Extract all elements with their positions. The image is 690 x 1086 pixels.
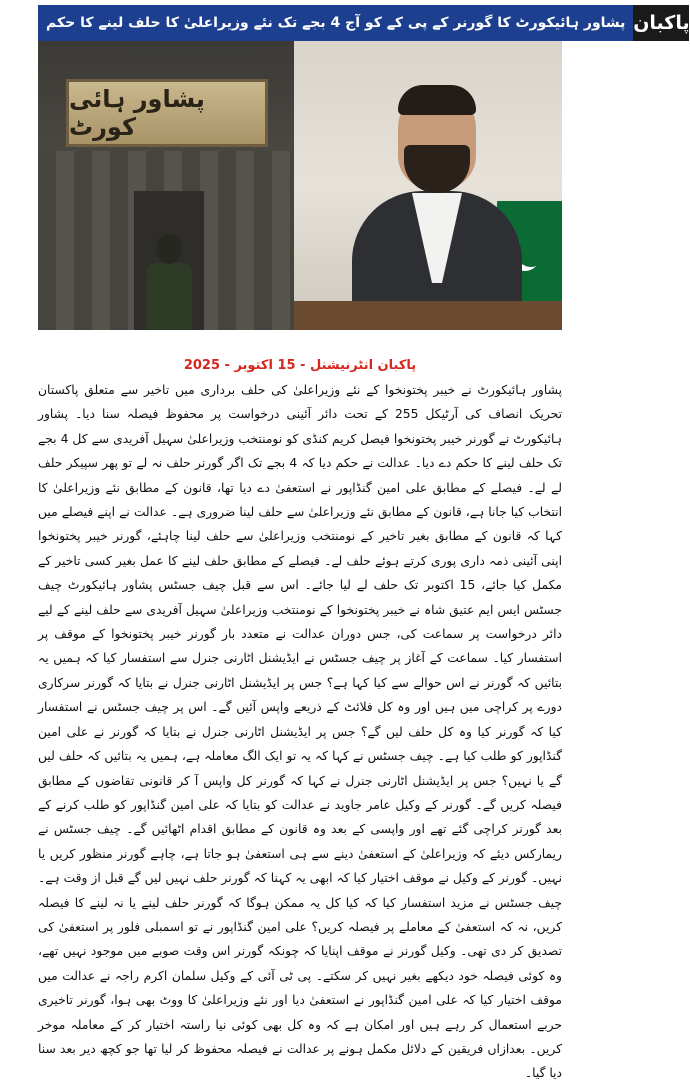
person-hair [398, 85, 476, 115]
headline: پشاور ہائیکورٹ کا گورنر کے پی کے کو آج 4 بجے تک نئے وزیراعلیٰ کا حلف لینے کا حکم [38, 5, 633, 41]
court-photo [38, 41, 294, 330]
dateline: پاکبان انٹرنیشنل - 15 اکتوبر - 2025 [183, 358, 417, 373]
guard-figure [146, 263, 192, 330]
person-beard [404, 145, 470, 193]
news-header [38, 5, 690, 41]
photo-strip [38, 41, 562, 330]
chief-minister-photo [294, 41, 562, 330]
guard-head [156, 234, 182, 264]
court-sign: پشاور ہائی کورٹ [66, 79, 268, 147]
article-body: پشاور ہائیکورٹ نے خیبر پختونخوا کے نئے وزیراعلیٰ کی حلف برداری میں تاخیر سے متعلق پاکستان تحریک انصاف کی آرٹیکل 255 کے تحت دائر آئینی درخواست پر محفوظ فیصلہ سنا دیا۔ پشاور ہائیکورٹ نے گورنر خیبر پختونخوا فیصل کریم کنڈی کو نومنتخب وزیراعلیٰ سہیل آفریدی سے کل 4 بجے تک حلف لینے کا حکم دے دیا۔ عدالت نے حکم دیا کہ 4 بجے تک اگر گورنر حلف نہ لے تو پھر سپیکر حلف لے لے۔ فیصلے کے مطابق علی امین گنڈاپور نے استعفیٰ دے دیا تھا، قانون کے مطابق نئے وزیراعلیٰ کا انتخاب کیا جانا ہے، قانون کے مطابق نئے وزیراعلیٰ سے حلف لینا ضروری ہے۔ عدالت نے اپنے فیصلے میں کہا کہ قانون کے مطابق بغیر تاخیر کے نومنتخب وزیراعلیٰ سے حلف لینا چاہئے، گورنر خیبر پختونخوا اپنی آئینی ذمہ داری پوری کرتے ہوئے حلف لے۔ فیصلے کے مطابق حلف لینے کا عمل بغیر کسی تاخیر کے مکمل کیا جائے، 15 اکتوبر تک حلف لے لیا جائے۔ اس سے قبل چیف جسٹس پشاور ہائیکورٹ چیف جسٹس ایس ایم عتیق شاہ نے خیبر پختونخوا کے نومنتخب وزیراعلیٰ سہیل آفریدی سے حلف لینے کے لیے دائر درخواست پر سماعت کی، جس دوران عدالت نے متعدد بار گورنر خیبر پختونخوا کے موقف پر استفسار کیا۔ سماعت کے آغاز پر چیف جسٹس نے ایڈیشنل اٹارنی جنرل سے استفسار کیا کہ ہمیں یہ بتائیں کہ گورنر نے اس حوالے سے کیا کہا ہے؟ جس پر ایڈیشنل اٹارنی جنرل نے بتایا کہ گورنر سرکاری دورے پر کراچی میں ہیں اور وہ کل فلائٹ کے ذریعے واپس آئیں گے۔ اس پر چیف جسٹس نے استفسار کیا کہ گورنر کیا وہ کل حلف لیں گے؟ جس پر ایڈیشنل اٹارنی جنرل نے بتایا کہ گورنر نے علی امین گنڈاپور کو طلب کیا ہے۔ چیف جسٹس نے کہا کہ یہ تو ایک الگ معاملہ ہے، ہمیں یہ بتائیں کہ حلف لیں گے یا نہیں؟ جس پر ایڈیشنل اٹارنی جنرل نے کہا کہ گورنر کل واپس آ کر قانونی تقاضوں کے مطابق فیصلہ کریں گے۔ گورنر کے وکیل عامر جاوید نے عدالت کو بتایا کہ علی امین گنڈاپور کو طلب کرنے کے بعد گورنر کراچی گئے تھے اور واپسی کے بعد وہ قانون کے مطابق اقدام اٹھائیں گے۔ چیف جسٹس نے ریمارکس دیئے کہ وزیراعلیٰ کے استعفیٰ دینے سے ہی استعفیٰ ہو جاتا ہے، چاہے گورنر منظور کریں یا نہیں۔ گورنر کے وکیل نے موقف اختیار کیا کہ ابھی یہ کہنا کہ گورنر حلف نہیں لیں گے قبل از وقت ہے۔ چیف جسٹس نے مزید استفسار کیا کہ کیا کل یہ ممکن ہوگا کہ گورنر حلف لینے یا نہ لینے کا فیصلہ کریں، نہ کہ استعفیٰ کے معاملے پر فیصلہ کریں؟ علی امین گنڈاپور نے تو اسمبلی فلور پر استعفیٰ کی تصدیق کر دی تھی۔ وکیل گورنر نے موقف اپنایا کہ چونکہ گورنر اس وقت صوبے میں موجود نہیں تھے، وہ کوئی فیصلہ خود دیکھے بغیر نہیں کر سکتے۔ پی ٹی آئی کے وکیل سلمان اکرم راجہ نے عدالت میں موقف اختیار کیا کہ علی امین گنڈاپور نے استعفیٰ دیا اور نئے وزیراعلیٰ کا ووٹ بھی ہوا، گورنر تاخیری حربے استعمال کر رہے ہیں اور امکان ہے کہ وہ کل بھی کوئی نیا راستہ اختیار کر کے معاملہ موخر کریں۔ بعدازاں فریقین کے دلائل مکمل ہونے پر عدالت نے فیصلہ محفوظ کر لیا تھا جو کچھ دیر بعد سنا دیا گیا۔ [38, 383, 562, 1081]
brand-logo: پاکبان [633, 5, 689, 41]
desk [294, 301, 562, 330]
